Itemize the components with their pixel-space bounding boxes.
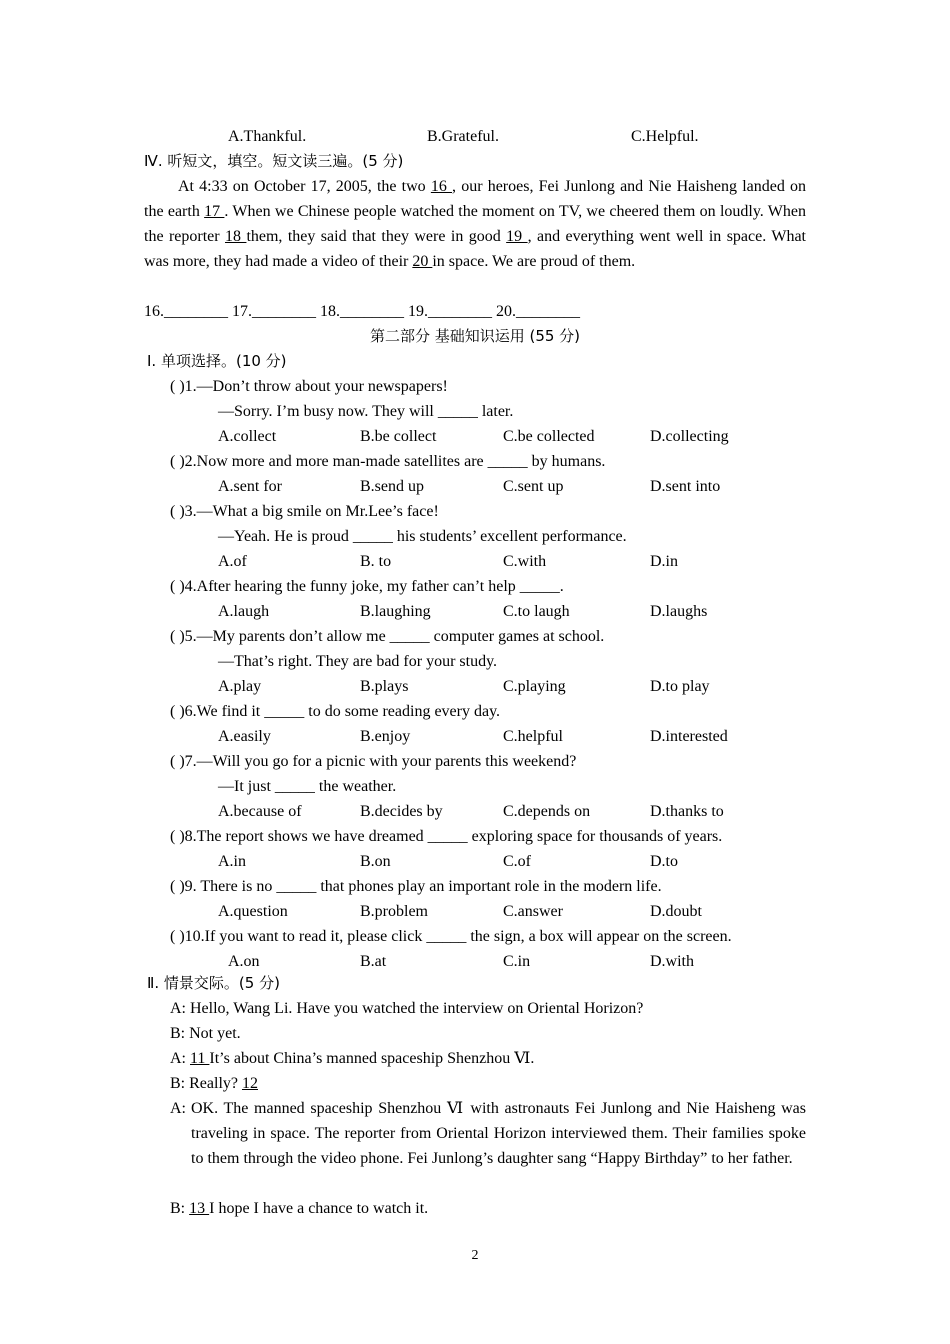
question-4-option-a: A.laugh [218,603,270,620]
top-option-c: C.Helpful. [631,128,699,145]
question-4-option-b: B.laughing [360,603,431,620]
dialogue-line-6-pre: B: [170,1200,190,1217]
question-8-option-b: B.on [360,853,391,870]
question-2-option-d: D.sent into [650,478,721,495]
question-3: ( )3.—What a big smile on Mr.Lee’s face! [170,503,439,520]
dialogue-line-3-post: It’s about China’s manned spaceship Shenzhou Ⅵ. [209,1050,535,1067]
question-6-option-a: A.easily [218,728,271,745]
single-choice-heading: Ⅰ. 单项选择。(10 分) [147,352,287,370]
question-10-option-b: B.at [360,953,387,970]
question-5-option-b: B.plays [360,678,409,695]
question-5-response: —That’s right. They are bad for your study. [218,653,498,670]
question-2-option-a: A.sent for [218,478,282,495]
question-1-option-b: B.be collect [360,428,437,445]
question-8-option-c: C.of [503,853,531,870]
dialogue-line-5-speaker: A: [170,1100,186,1117]
top-option-a: A.Thankful. [228,128,307,145]
passage-blank: 19 [506,228,528,245]
question-2-option-c: C.sent up [503,478,564,495]
passage-text: At 4:33 on October 17, 2005, the two [178,178,431,195]
question-5-option-c: C.playing [503,678,566,695]
question-3-response: —Yeah. He is proud _____ his students’ excellent performance. [218,528,627,545]
passage-blank: 18 [225,228,247,245]
question-3-option-c: C.with [503,553,547,570]
question-7: ( )7.—Will you go for a picnic with your parents this weekend? [170,753,577,770]
question-6-option-c: C.helpful [503,728,563,745]
question-7-option-d: D.thanks to [650,803,724,820]
question-6-option-b: B.enjoy [360,728,411,745]
part2-title: 第二部分 基础知识运用 (55 分) [369,327,581,345]
blank-12: 12 [241,1075,258,1092]
question-7-option-b: B.decides by [360,803,443,820]
question-1-option-d: D.collecting [650,428,729,445]
question-7-option-a: A.because of [218,803,302,820]
listening-passage-text [144,174,806,274]
question-3-option-b: B. to [360,553,392,570]
question-9: ( )9. There is no _____ that phones play an important role in the modern life. [170,878,662,895]
blank-13: 13 [189,1200,210,1217]
question-4: ( )4.After hearing the funny joke, my father can’t help _____. [170,578,564,595]
top-option-b: B.Grateful. [427,128,499,145]
passage-text: , and everything went well in space. What was more, they had made a video of their [144,228,806,270]
passage-text: , our heroes, Fei Junlong and Nie Haisheng landed on the earth [144,178,807,220]
question-3-option-a: A.of [218,553,247,570]
question-9-option-b: B.problem [360,903,428,920]
question-2-option-b: B.send up [360,478,424,495]
dialogue-line-5-text: OK. The manned spaceship Shenzhou Ⅵ with astronauts Fei Junlong and Nie Haisheng was traveling in space. The reporter from Oriental Horizon interviewed them. Their families spoke to them through the video phone. Fei Junlong’s daughter sang “Happy Birthday” to her father. [191,1100,806,1167]
dialogue-line-4-pre: B: Really? [170,1075,242,1092]
question-7-option-c: C.depends on [503,803,591,820]
question-8-option-a: A.in [218,853,246,870]
question-7-response: —It just _____ the weather. [218,778,397,795]
passage-text: in space. We are proud of them. [432,253,636,270]
question-1-response: —Sorry. I’m busy now. They will _____ later. [218,403,514,420]
question-9-option-a: A.question [218,903,288,920]
dialogue-line-4 [170,1071,258,1096]
question-4-option-c: C.to laugh [503,603,570,620]
passage-blank: 16 [430,178,453,195]
listening-passage [144,174,806,274]
question-6-option-d: D.interested [650,728,728,745]
question-8: ( )8.The report shows we have dreamed _____ exploring space for thousands of years. [170,828,723,845]
dialogue-line-2: B: Not yet. [170,1025,241,1042]
question-1-option-c: C.be collected [503,428,595,445]
listening-heading: Ⅳ. 听短文，填空。短文读三遍。(5 分) [144,152,404,170]
passage-blank: 17 [204,203,225,220]
dialogue-line-6 [170,1196,428,1221]
question-5-option-d: D.to play [650,678,710,695]
passage-blank: 20 [412,253,433,270]
question-9-option-c: C.answer [503,903,563,920]
dialogue-heading: Ⅱ. 情景交际。(5 分) [147,974,280,992]
dialogue-line-6-post: I hope I have a chance to watch it. [209,1200,429,1217]
question-1: ( )1.—Don’t throw about your newspapers! [170,378,448,395]
question-1-option-a: A.collect [218,428,277,445]
question-2: ( )2.Now more and more man-made satellites are _____ by humans. [170,453,606,470]
dialogue-line-3 [170,1046,534,1071]
blank-11: 11 [190,1050,210,1067]
question-10-option-d: D.with [650,953,694,970]
question-5-option-a: A.play [218,678,262,695]
question-8-option-d: D.to [650,853,678,870]
question-9-option-d: D.doubt [650,903,702,920]
question-4-option-d: D.laughs [650,603,708,620]
page-number: 2 [471,1248,479,1263]
question-10-option-c: C.in [503,953,531,970]
dialogue-line-5 [191,1096,806,1171]
question-10-option-a: A.on [228,953,260,970]
question-10: ( )10.If you want to read it, please click _____ the sign, a box will appear on the screen. [170,928,732,945]
passage-text: . When we Chinese people watched the moment on TV, we cheered them on loudly. When the reporter [144,203,807,245]
question-3-option-d: D.in [650,553,678,570]
question-5: ( )5.—My parents don’t allow me _____ computer games at school. [170,628,605,645]
question-6: ( )6.We find it _____ to do some reading every day. [170,703,501,720]
dialogue-line-1: A: Hello, Wang Li. Have you watched the interview on Oriental Horizon? [170,1000,644,1017]
listening-blanks: 16.________ 17.________ 18.________ 19.________ 20.________ [144,303,580,320]
dialogue-line-3-pre: A: [170,1050,190,1067]
passage-text: them, they said that they were in good [246,228,507,245]
